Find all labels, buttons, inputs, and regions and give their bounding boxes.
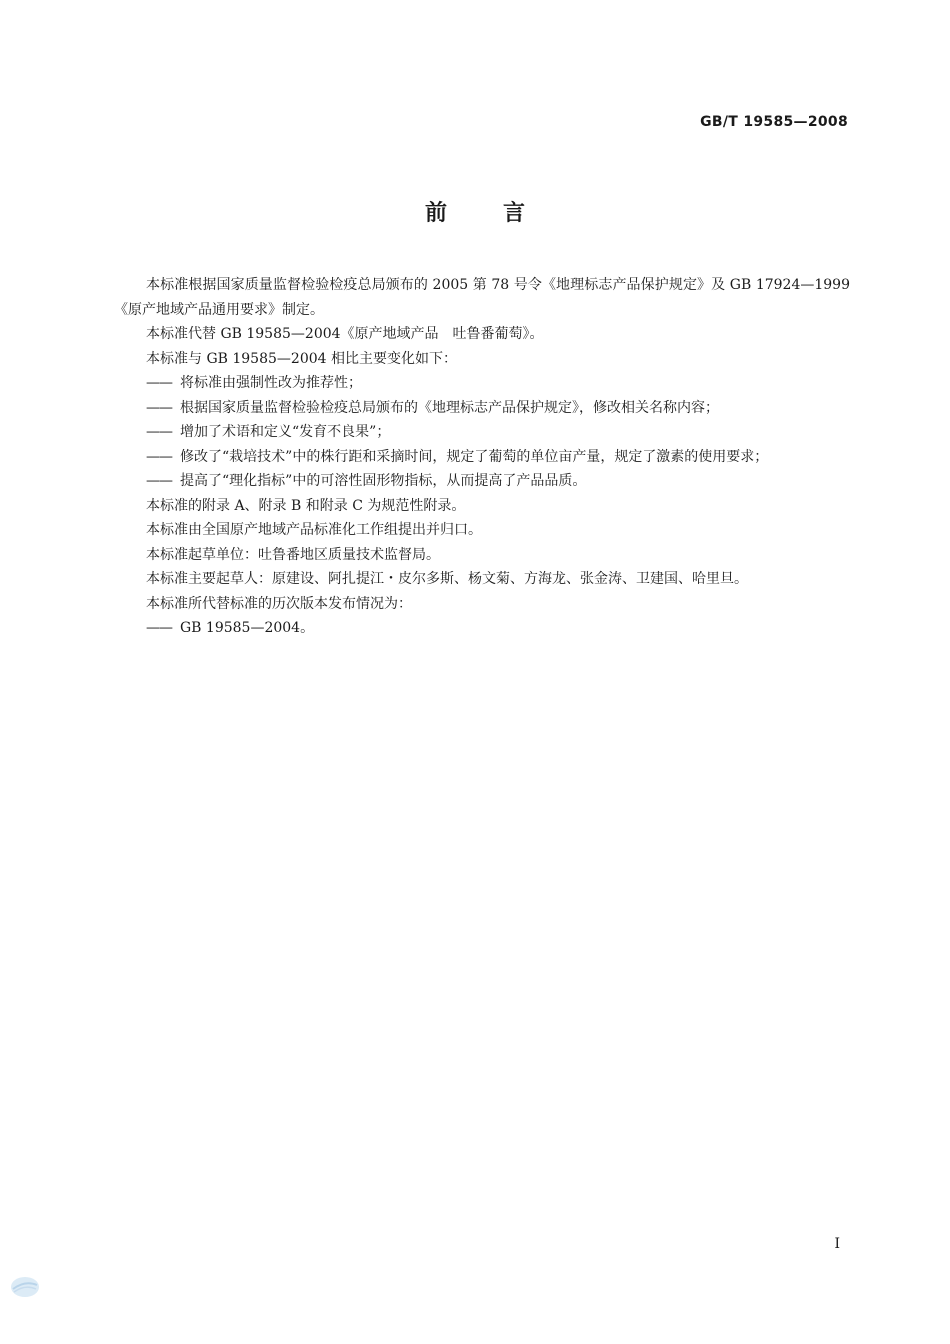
paragraph-drafters: 本标准主要起草人：原建设、阿扎提江・皮尔多斯、杨文菊、方海龙、张金涛、卫建国、哈里旦。 [146, 571, 748, 587]
change-item-text: 将标准由强制性改为推荐性； [180, 375, 362, 391]
change-item-text: 提高了“理化指标”中的可溶性固形物指标，从而提高了产品品质。 [180, 473, 587, 489]
change-item-text: 根据国家质量监督检验检疫总局颁布的《地理标志产品保护规定》，修改相关名称内容； [180, 399, 719, 416]
paragraph-basis: 本标准根据国家质量监督检验检疫总局颁布的 2005 第 78 号令《地理标志产品保护规定》及 GB 17924—1999《原产地域产品通用要求》制定。 [114, 277, 850, 318]
sac-logo-icon [10, 1276, 40, 1298]
paragraph-annexes: 本标准的附录 A、附录 B 和附录 C 为规范性附录。 [146, 497, 466, 514]
change-item-text: 修改了“栽培技术”中的株行距和采摘时间，规定了葡萄的单位亩产量，规定了激素的使用要求； [180, 448, 769, 465]
dash-mark: —— [146, 620, 172, 636]
history-item [114, 616, 850, 641]
change-item [114, 371, 850, 396]
paragraph-proposer: 本标准由全国原产地域产品标准化工作组提出并归口。 [146, 522, 482, 538]
change-item [114, 445, 850, 470]
change-item [114, 420, 850, 445]
change-item [114, 396, 850, 421]
change-item [114, 469, 850, 494]
standard-code: GB/T 19585—2008 [700, 114, 848, 130]
paragraph-history-intro: 本标准所代替标准的历次版本发布情况为： [146, 595, 412, 612]
dash-mark: —— [146, 473, 172, 489]
paragraph-replaces: 本标准代替 GB 19585—2004《原产地域产品 吐鲁番葡萄》。 [146, 326, 544, 342]
foreword-body [114, 273, 850, 641]
paragraph-changes-intro: 本标准与 GB 19585—2004 相比主要变化如下： [146, 350, 457, 367]
page-number: I [834, 1236, 840, 1252]
dash-mark: —— [146, 424, 172, 440]
history-item-text: GB 19585—2004。 [180, 620, 315, 636]
dash-mark: —— [146, 448, 172, 465]
dash-mark: —— [146, 375, 172, 391]
page-title: 前言 [424, 201, 581, 226]
paragraph-drafting-unit: 本标准起草单位：吐鲁番地区质量技术监督局。 [146, 546, 440, 563]
dash-mark: —— [146, 399, 172, 416]
change-item-text: 增加了术语和定义“发育不良果”； [180, 424, 391, 440]
